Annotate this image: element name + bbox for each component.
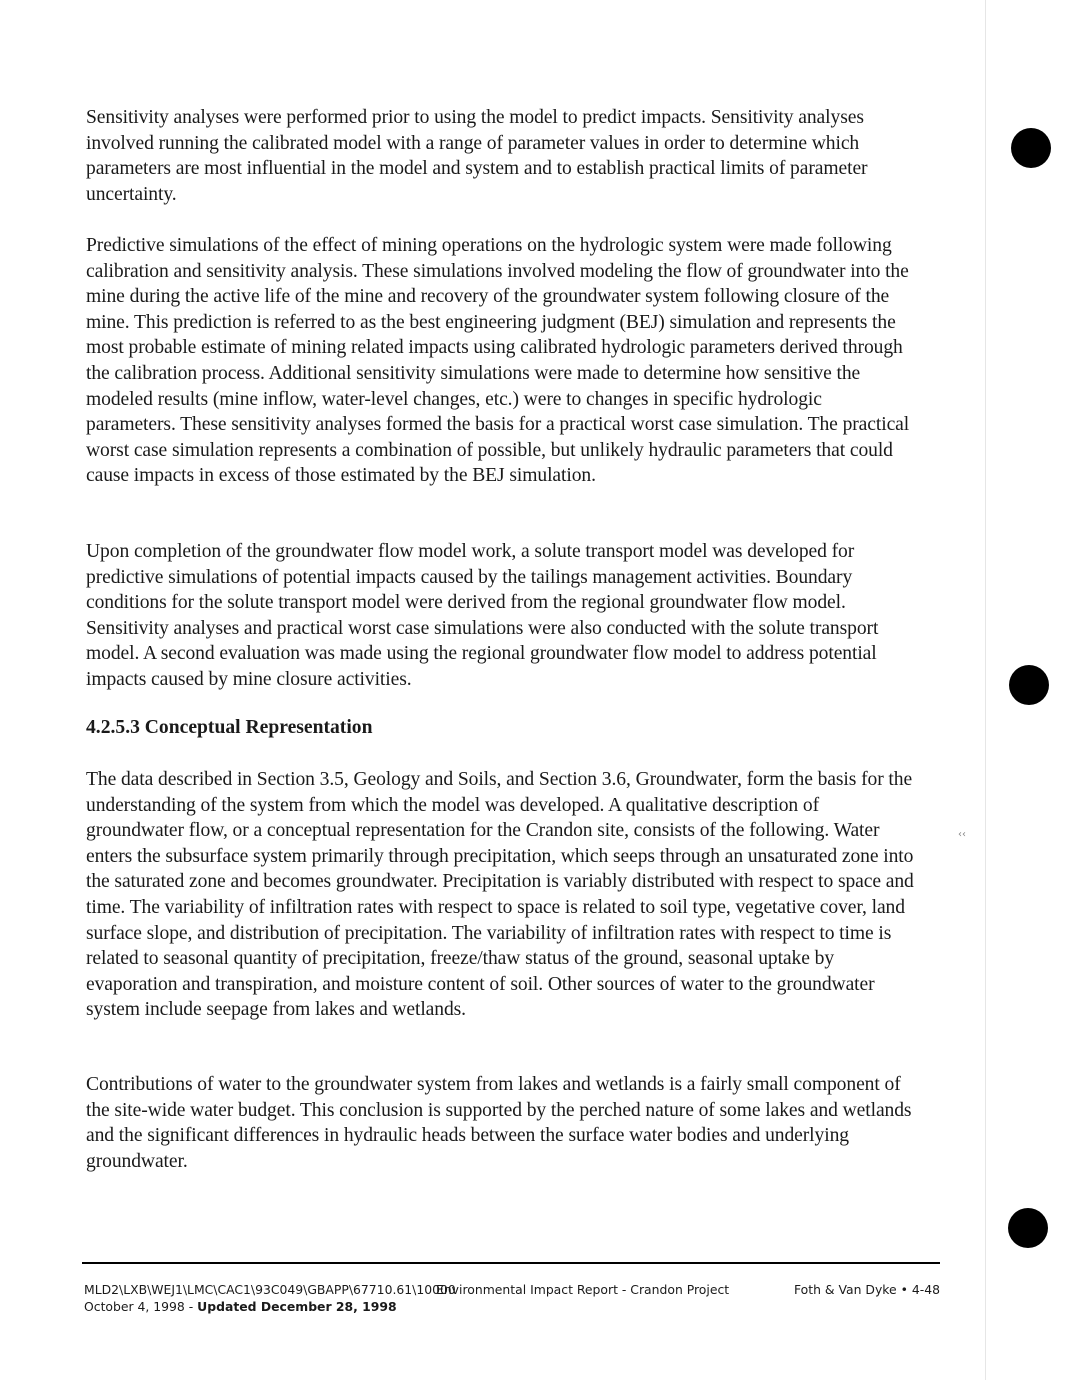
paragraph-sensitivity-analyses: Sensitivity analyses were performed prior to using the model to predict impacts. Sensitivity analyses involved running the calibrated model with a range of parameter values in order to determine which parameters are most influential in the model and system and to establish practical limits of parameter uncertainty. bbox=[86, 107, 868, 205]
punch-hole-bottom bbox=[1008, 1208, 1048, 1248]
footer-updated: Updated December 28, 1998 bbox=[197, 1299, 397, 1314]
footer-date: October 4, 1998 - bbox=[84, 1299, 198, 1314]
footer-file-path: MLD2\LXB\WEJ1\LMC\CAC1\93C049\GBAPP\67710.61\10000 bbox=[84, 1282, 456, 1297]
page-edge-line bbox=[985, 0, 986, 1380]
footer-report-title: Environmental Impact Report - Crandon Project bbox=[436, 1282, 730, 1297]
section-heading: 4.2.5.3 Conceptual Representation bbox=[86, 717, 373, 738]
footer-page-number: 4-48 bbox=[911, 1282, 940, 1297]
footer-company: Foth & Van Dyke bbox=[794, 1282, 897, 1297]
punch-hole-top bbox=[1011, 128, 1051, 168]
paragraph-solute-transport: Upon completion of the groundwater flow model work, a solute transport model was developed for predictive simulations of potential impacts caused by the tailings management activities. Boundary conditions for the solute transport model were derived from the regional groundwater flow model. Sensitivity analyses and practical worst case simulations were also conducted with the solute transport model. A second evaluation was made using the regional groundwater flow model to address potential impacts caused by mine closure activities. bbox=[86, 541, 879, 690]
footer-date-line bbox=[84, 1298, 397, 1315]
footer-bullet: • bbox=[900, 1282, 908, 1297]
scan-speck: ‹‹ bbox=[958, 829, 966, 840]
paragraph-lakes-wetlands: Contributions of water to the groundwater system from lakes and wetlands is a fairly small component of the site-wide water budget. This conclusion is supported by the perched nature of some lakes and wetlands and the significant differences in hydraulic heads between the surface water bodies and underlying groundwater. bbox=[86, 1074, 912, 1172]
footer-page-info bbox=[794, 1281, 940, 1298]
paragraph-conceptual-representation: The data described in Section 3.5, Geology and Soils, and Section 3.6, Groundwater, form the basis for the understanding of the system from which the model was developed. A qualitative description of groundwater flow, or a conceptual representation for the Crandon site, consists of the following. Water enters the subsurface system primarily through precipitation, which seeps through an unsaturated zone into the saturated zone and becomes groundwater. Precipitation is variably distributed with respect to space and time. The variability of infiltration rates with respect to space is related to soil type, vegetative cover, land surface slope, and distribution of precipitation. The variability of infiltration rates with respect to time is related to seasonal quantity of precipitation, freeze/thaw status of the ground, seasonal uptake by evaporation and transpiration, and moisture content of soil. Other sources of water to the groundwater system include seepage from lakes and wetlands. bbox=[86, 769, 914, 1021]
footer-divider bbox=[82, 1262, 940, 1264]
paragraph-predictive-simulations: Predictive simulations of the effect of mining operations on the hydrologic system were made following calibration and sensitivity analysis. These simulations involved modeling the flow of groundwater into the mine during the active life of the mine and recovery of the groundwater system following closure of the mine. This prediction is referred to as the best engineering judgment (BEJ) simulation and represents the most probable estimate of mining related impacts using calibrated hydrologic parameters derived through the calibration process. Additional sensitivity simulations were made to determine how sensitive the modeled results (mine inflow, water-level changes, etc.) were to changes in specific hydrologic parameters. These sensitivity analyses formed the basis for a practical worst case simulation. The practical worst case simulation represents a combination of possible, but unlikely hydraulic parameters that could cause impacts in excess of those estimated by the BEJ simulation. bbox=[86, 235, 910, 487]
punch-hole-middle bbox=[1009, 665, 1049, 705]
